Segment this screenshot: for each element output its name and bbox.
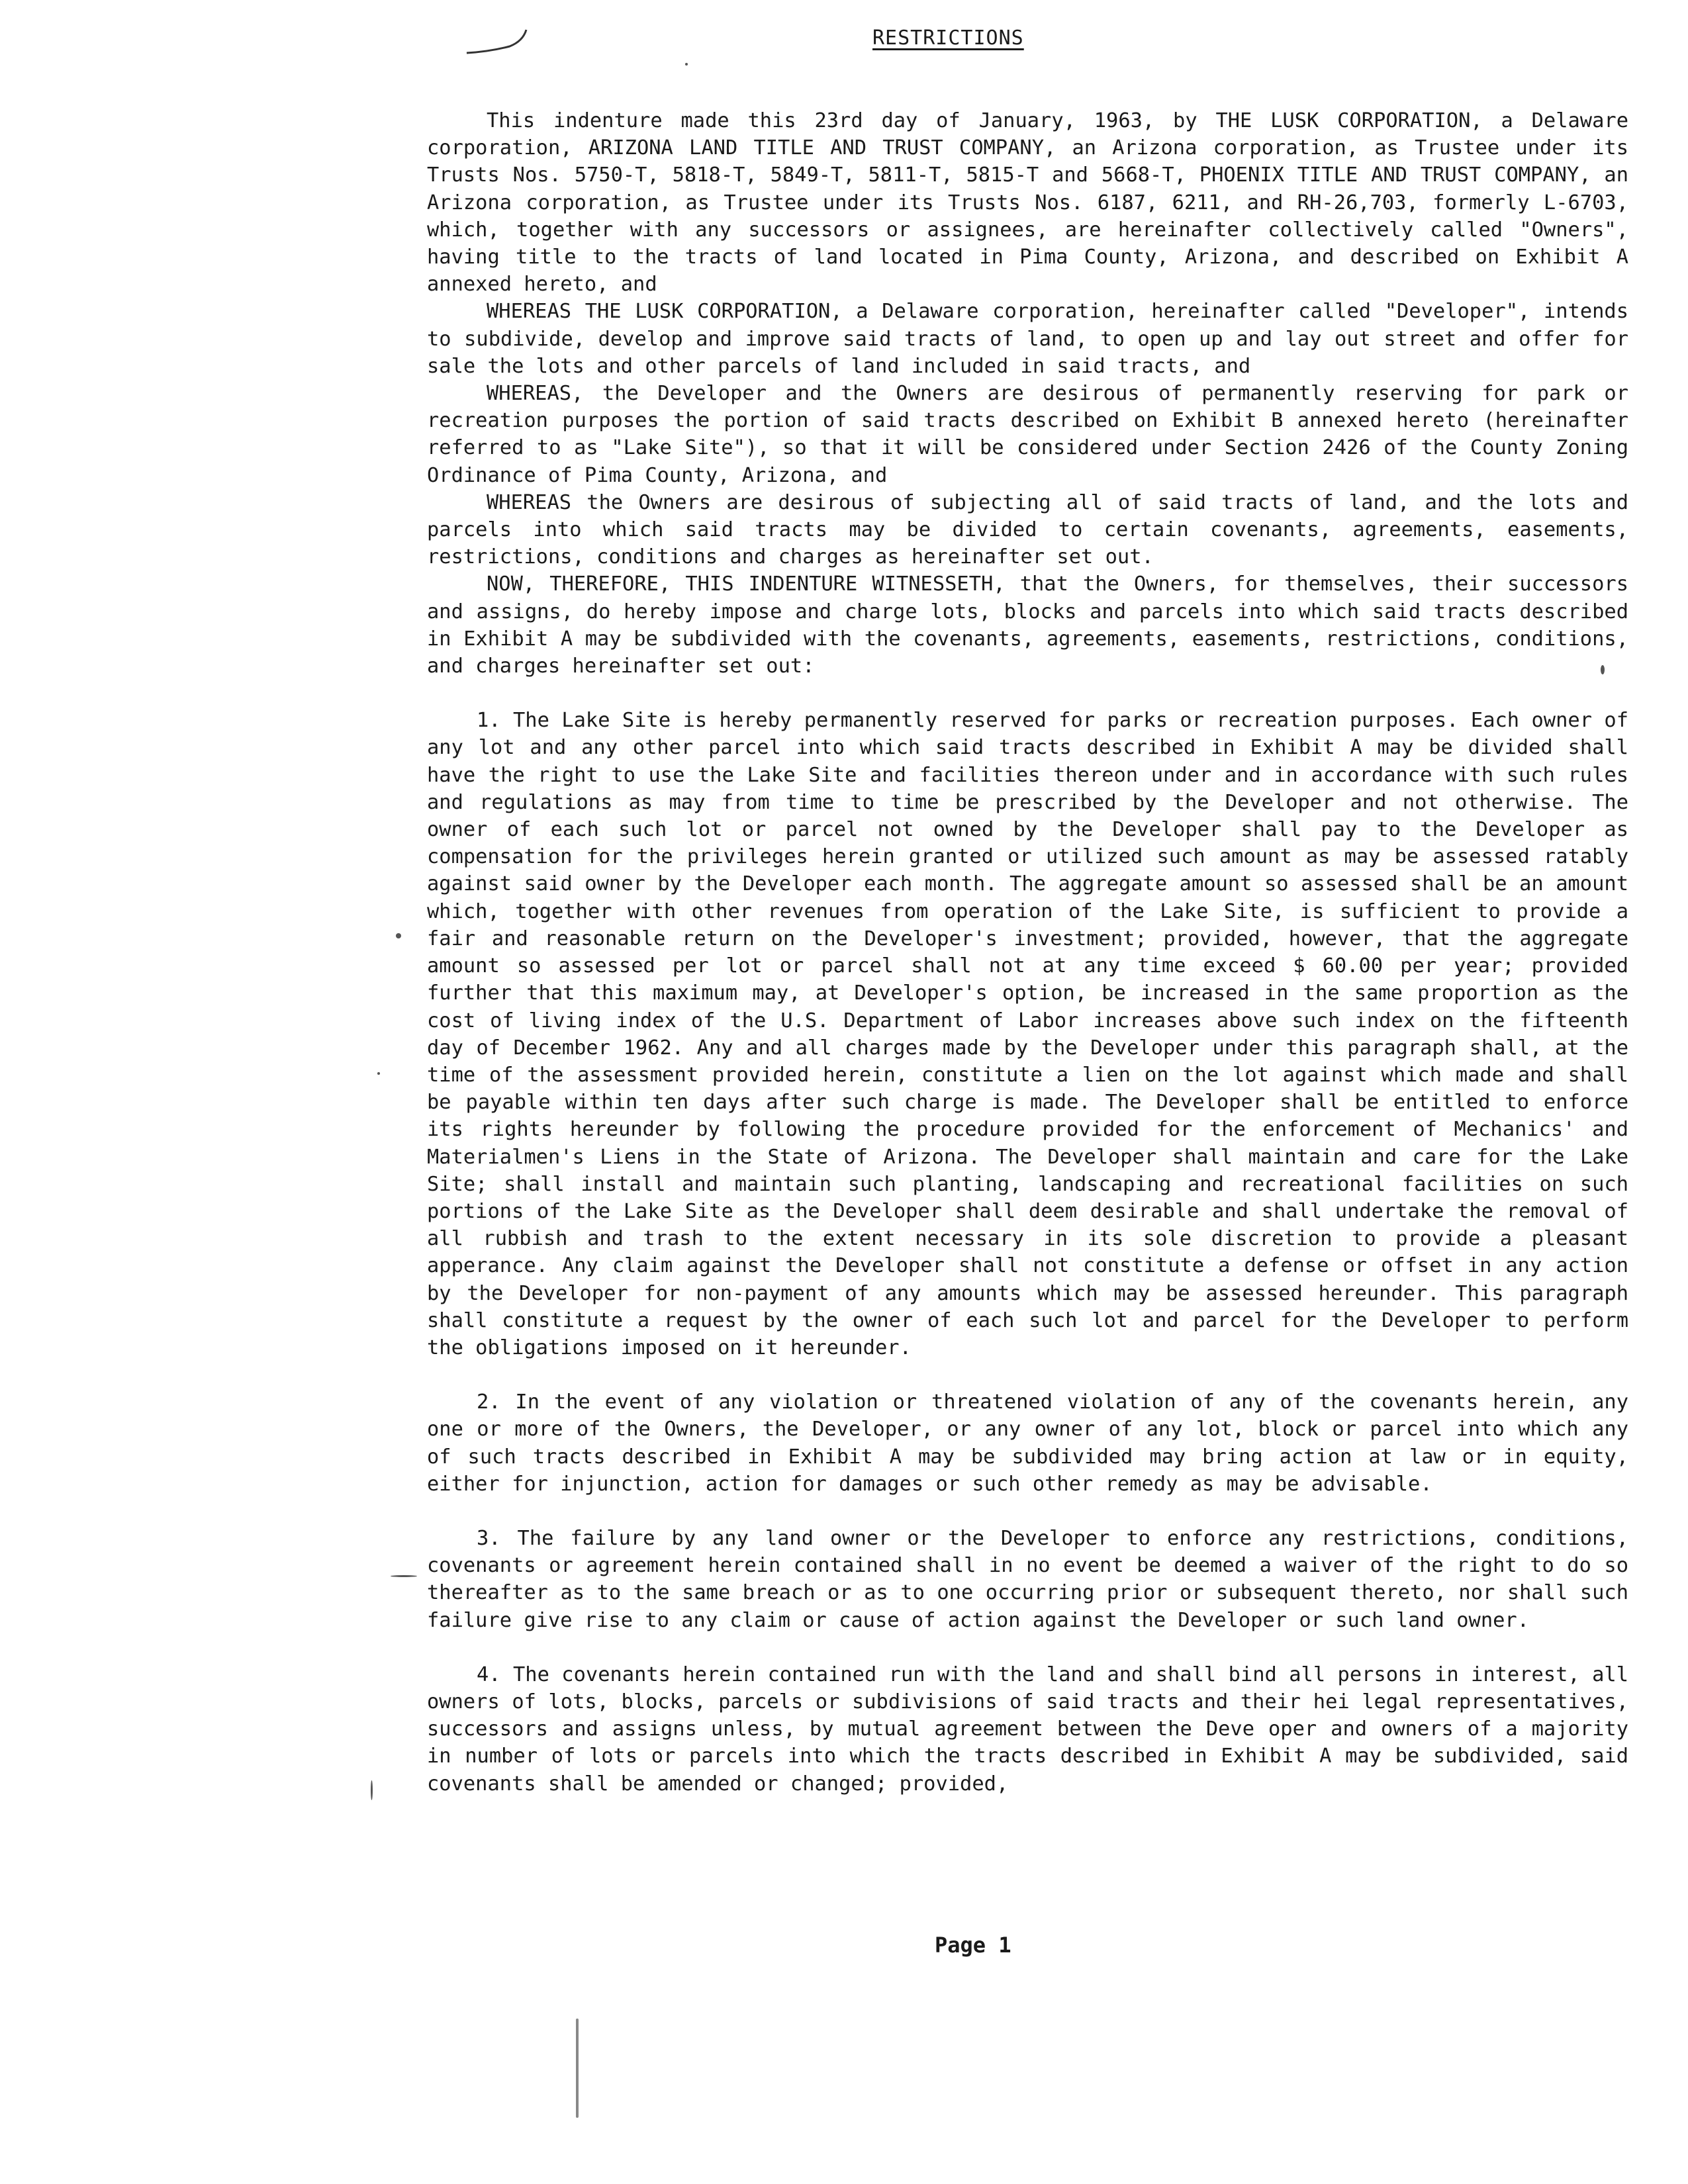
section-paragraph-1: 1. The Lake Site is hereby permanently reserved for parks or recreation purposes. Each owner of any lot and any other parcel into which said tracts described in Exhibit A may be divided shall have the right to use the Lake Site and facilities thereon under and in accordance with such rules and regulations as may from time to time be prescribed by the Developer and not otherwise. The owner of each such lot or parcel not owned by the Developer shall pay to the Developer as compensation for the privileges herein granted or utilized such amount as may be assessed ratably against said owner by the Developer each month. The aggregate amount so assessed shall be an amount which, together with other revenues from operation of the Lake Site, is sufficient to provide a fair and reasonable return on the Developer's investment; provided, however, that the aggregate amount so assessed per lot or parcel shall not at any time exceed $ 60.00 per year; provided further that this maximum may, at Developer's option, be increased in the same proportion as the cost of living index of the U.S. Department of Labor increases above such index on the fifteenth day of December 1962. Any and all charges made by the Developer under this paragraph shall, at the time of the assessment provided herein, constitute a lien on the lot against which made and shall be payable within ten days after such charge is made. The Developer shall be entitled to enforce its rights hereunder by following the procedure provided for the enforcement of Mechanics' and Materialmen's Liens in the State of Arizona. The Developer shall maintain and care for the Lake Site; shall install and maintain such planting, landscaping and recreational facilities on such portions of the Lake Site as the Developer shall deem desirable and shall undertake the removal of all rubbish and trash to the extent necessary in its sole discretion to provide a pleasant apperance. Any claim against the Developer shall not constitute a defense or offset in any action by the Developer for non-payment of any amounts which may be assessed hereunder. This paragraph shall constitute a request by the owner of each such lot and parcel for the Developer to perform the obligations imposed on it hereunder. bbox=[427, 709, 1628, 1359]
handwritten-mark-icon bbox=[463, 26, 536, 60]
preamble-paragraph: WHEREAS the Owners are desirous of subjecting all of said tracts of land, and the lots and parcels into which said tracts may be divided to certain covenants, agreements, easements, restrictions, conditions and charges as hereinafter set out. bbox=[427, 490, 1628, 569]
section-paragraph-2: 2. In the event of any violation or threatened violation of any of the covenants herein, any one or more of the Owners, the Developer, or any owner of any lot, block or parcel into which any of such tracts described in Exhibit A may be subdivided may bring action at law or in equity, either for injunction, action for damages or such other remedy as may be advisable. bbox=[427, 1390, 1628, 1496]
document-title: RESTRICTIONS bbox=[872, 26, 1024, 50]
scan-speck bbox=[576, 2019, 579, 2118]
page-number: Page 1 bbox=[935, 1933, 1011, 1958]
preamble-paragraph: WHEREAS THE LUSK CORPORATION, a Delaware corporation, hereinafter called "Developer", intends to subdivide, develop and improve said tracts of land, to open up and lay out street and offer for sale the lots and other parcels of land included in said tracts, and bbox=[427, 300, 1628, 378]
scan-speck bbox=[396, 933, 401, 938]
preamble-paragraph: This indenture made this 23rd day of January, 1963, by THE LUSK CORPORATION, a Delaware corporation, ARIZONA LAND TITLE AND TRUST COMPANY, an Arizona corporation, as Trustee under its Trusts Nos. 5750-T, 5818-T, 5849-T, 5811-T, 5815-T and 5668-T, PHOENIX TITLE AND TRUST COMPANY, an Arizona corporation, as Trustee under its Trusts Nos. 6187, 6211, and RH-26,703, formerly L-6703, which, together with any successors or assignees, are hereinafter collectively called "Owners", having title to the tracts of land located in Pima County, Arizona, and described on Exhibit A annexed hereto, and bbox=[427, 109, 1628, 296]
scan-speck bbox=[377, 1072, 380, 1075]
preamble-paragraph: WHEREAS, the Developer and the Owners are desirous of permanently reserving for park or recreation purposes the portion of said tracts described on Exhibit B annexed hereto (hereinafter referred to as "Lake Site"), so that it will be considered under Section 2426 of the County Zoning Ordinance of Pima County, Arizona, and bbox=[427, 382, 1628, 487]
scan-speck bbox=[685, 63, 688, 66]
numbered-sections bbox=[427, 707, 1628, 1797]
section-paragraph-4: 4. The covenants herein contained run with the land and shall bind all persons in interest, all owners of lots, blocks, parcels or subdivisions of said tracts and their hei legal representatives, successors and assigns unless, by mutual agreement between the Deve oper and owners of a majority in number of lots or parcels into which the tracts described in Exhibit A may be subdivided, said covenants shall be amended or changed; provided, bbox=[427, 1662, 1628, 1796]
scan-speck bbox=[1601, 665, 1605, 674]
section-paragraph-3: 3. The failure by any land owner or the Developer to enforce any restrictions, conditions, covenants or agreement herein contained shall in no event be deemed a waiver of the right to do so thereafter as to the same breach or as to one occurring prior or subsequent thereto, nor shall such failure give rise to any claim or cause of action against the Developer or such land owner. bbox=[427, 1526, 1628, 1632]
scan-speck bbox=[371, 1780, 373, 1800]
preamble-paragraph: NOW, THEREFORE, THIS INDENTURE WITNESSETH, that the Owners, for themselves, their successors and assigns, do hereby impose and charge lots, blocks and parcels into which said tracts described in Exhibit A may be subdivided with the covenants, agreements, easements, restrictions, conditions, and charges hereinafter set out: bbox=[427, 572, 1628, 678]
document-body bbox=[427, 107, 1628, 1797]
scan-speck bbox=[391, 1575, 417, 1577]
